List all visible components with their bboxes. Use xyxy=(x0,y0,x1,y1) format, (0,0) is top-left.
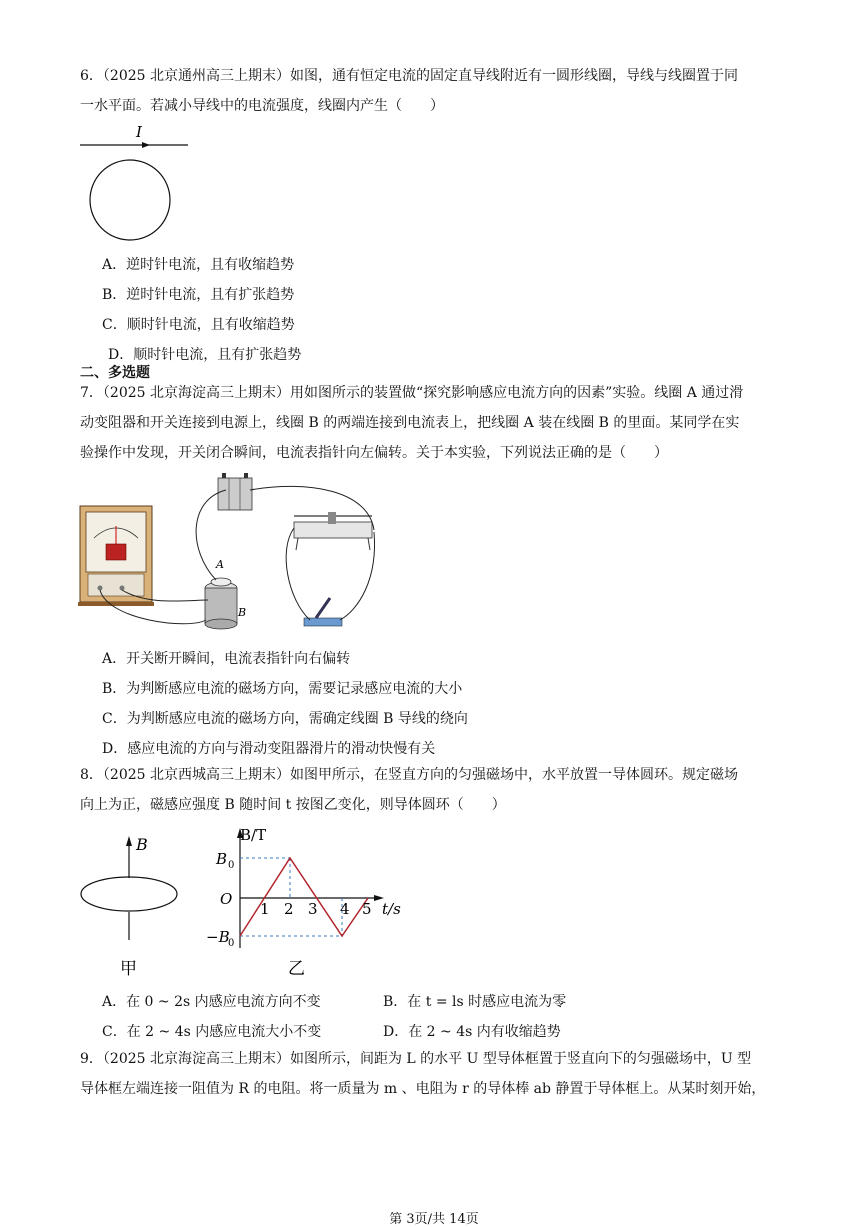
coils xyxy=(205,558,246,629)
q8-figure-jia xyxy=(76,828,196,978)
q8-option-d[interactable]: D．在 2 ~ 4s 内有收缩趋势 xyxy=(383,1024,561,1040)
q7-option-d[interactable]: D．感应电流的方向与滑动变阻器滑片的滑动快慢有关 xyxy=(102,741,436,757)
q6-option-d[interactable]: D．顺时针电流，且有扩张趋势 xyxy=(108,347,302,363)
q6-option-a[interactable]: A．逆时针电流，且有收缩趋势 xyxy=(102,257,295,273)
q7-apparatus-figure xyxy=(78,470,388,636)
q9-stem-line1: 9．（2025 北京海淀高三上期末）如图所示，间距为 L 的水平 U 型导体框置于竖直向下的匀强磁场中，U 型 xyxy=(80,1051,752,1067)
graph-tick-4: 4 xyxy=(340,900,350,918)
b-t-curve xyxy=(240,858,368,936)
galvanometer xyxy=(78,506,154,606)
q6-stem-line2: 一水平面。若减小导线中的电流强度，线圈内产生（ ） xyxy=(80,98,444,114)
battery xyxy=(218,473,252,510)
q8-option-c[interactable]: C．在 2 ~ 4s 内感应电流大小不变 xyxy=(102,1024,322,1040)
q8-figure-yi-caption: 乙 xyxy=(288,959,305,978)
q8-stem-line1: 8．（2025 北京西城高三上期末）如图甲所示，在竖直方向的匀强磁场中，水平放置一导体圆环。规定磁场 xyxy=(80,767,738,783)
q6-stem-line1: 6．（2025 北京通州高三上期末）如图，通有恒定电流的固定直导线附近有一圆形线圈，导线与线圈置于同 xyxy=(80,68,738,84)
rheostat xyxy=(294,512,372,550)
q6-option-b[interactable]: B．逆时针电流，且有扩张趋势 xyxy=(102,287,295,303)
graph-neg-b0-sub: 0 xyxy=(228,938,235,949)
graph-xlabel: t/s xyxy=(382,900,401,918)
q8-option-a[interactable]: A．在 0 ~ 2s 内感应电流方向不变 xyxy=(102,994,321,1010)
page-footer: 第 3页/共 14页 xyxy=(389,1212,479,1227)
graph-neg-b0-label: −B xyxy=(206,928,230,946)
coil-a-label: A xyxy=(216,558,224,571)
q8-field-label: B xyxy=(136,835,148,854)
q7-stem-line1: 7．（2025 北京海淀高三上期末）用如图所示的装置做“探究影响感应电流方向的因素”实验。线圈 A 通过滑 xyxy=(80,385,744,401)
graph-b0-label: B xyxy=(216,850,228,868)
graph-tick-1: 1 xyxy=(260,900,270,918)
graph-tick-3: 3 xyxy=(308,900,318,918)
section-heading-multiple-choice: 二、多选题 xyxy=(80,365,150,381)
q9-stem-line2: 导体框左端连接一阻值为 R 的电阻。将一质量为 m 、电阻为 r 的导体棒 ab 静置于导体框上。从某时刻开始， xyxy=(80,1081,766,1097)
q7-stem-line3: 验操作中发现，开关闭合瞬间，电流表指针向左偏转。关于本实验，下列说法正确的是（ ） xyxy=(80,445,668,461)
q6-current-label: I xyxy=(136,123,142,141)
q7-option-b[interactable]: B．为判断感应电流的磁场方向，需要记录感应电流的大小 xyxy=(102,681,463,697)
q8-figure-yi-graph xyxy=(200,826,410,978)
graph-b0-sub: 0 xyxy=(228,860,235,871)
q8-figure-jia-caption: 甲 xyxy=(120,959,137,978)
graph-origin: O xyxy=(220,890,233,908)
q7-stem-line2: 动变阻器和开关连接到电源上，线圈 B 的两端连接到电流表上，把线圈 A 装在线圈 B 的里面。某同学在实 xyxy=(80,415,740,431)
q7-option-c[interactable]: C．为判断感应电流的磁场方向，需确定线圈 B 导线的绕向 xyxy=(102,711,468,727)
q8-stem-line2: 向上为正，磁感应强度 B 随时间 t 按图乙变化，则导体圆环（ ） xyxy=(80,797,506,813)
q7-option-a[interactable]: A．开关断开瞬间，电流表指针向右偏转 xyxy=(102,651,351,667)
coil-b-label: B xyxy=(238,606,247,619)
graph-ylabel: B/T xyxy=(240,826,267,844)
switch xyxy=(304,598,342,626)
q8-option-b[interactable]: B．在 t = ls 时感应电流为零 xyxy=(383,994,567,1010)
q6-figure xyxy=(78,122,198,247)
graph-tick-2: 2 xyxy=(284,900,294,918)
q6-option-c[interactable]: C．顺时针电流，且有收缩趋势 xyxy=(102,317,295,333)
graph-tick-5: 5 xyxy=(362,900,372,918)
